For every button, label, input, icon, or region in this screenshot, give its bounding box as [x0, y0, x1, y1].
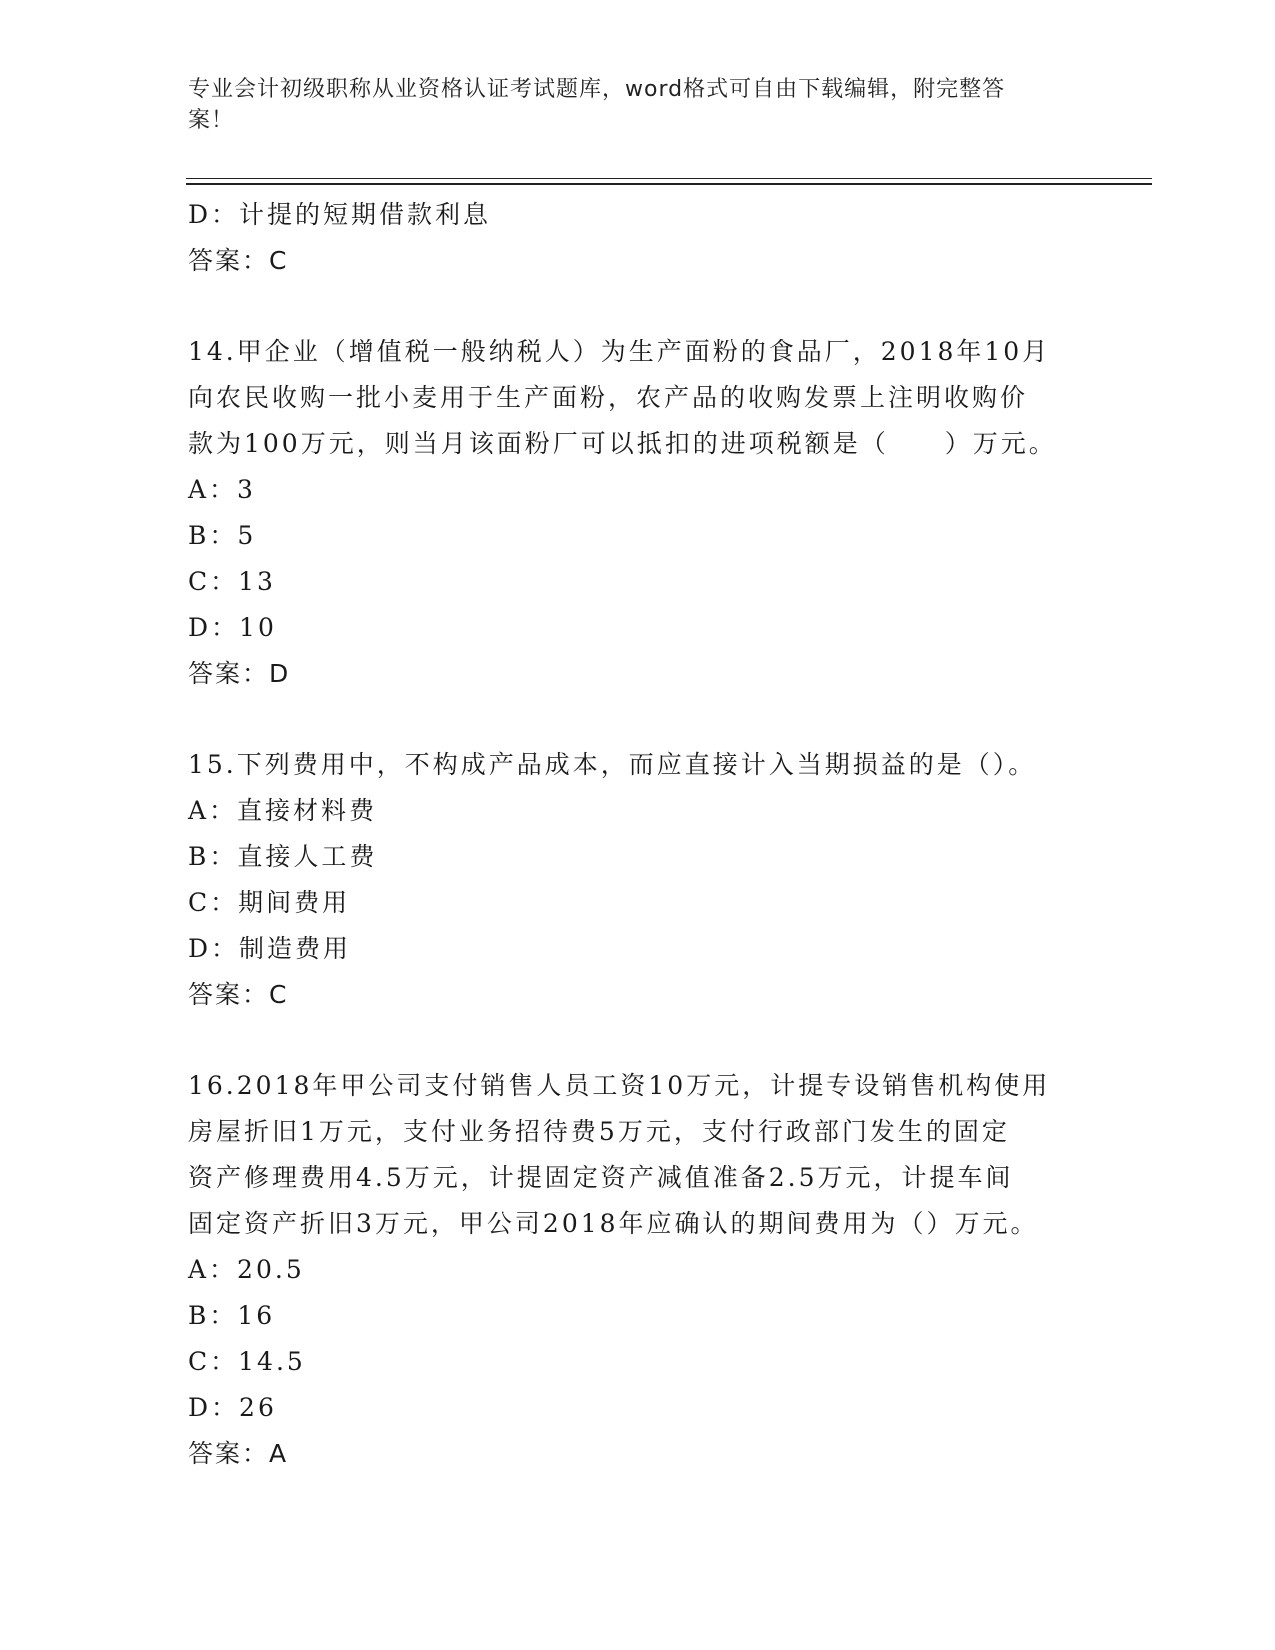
- question-14-text-2: 向农民收购一批小麦用于生产面粉，农产品的收购发票上注明收购价: [188, 383, 1029, 412]
- question-16-text-4: 固定资产折旧3万元，甲公司2018年应确认的期间费用为（）万元。: [188, 1209, 1039, 1238]
- question-list: [188, 192, 1088, 1477]
- question-14-text-3: 款为100万元，则当月该面粉厂可以抵扣的进项税额是（ ）万元。: [188, 429, 1057, 458]
- question-14-answer: 答案：D: [188, 659, 291, 688]
- question-16: [188, 1063, 1088, 1477]
- header-line-1: 专业会计初级职称从业资格认证考试题库，word格式可自由下载编辑，附完整答: [188, 77, 1006, 102]
- header-line-2: 案！: [188, 108, 235, 133]
- question-16-option-a: A：20.5: [188, 1255, 305, 1284]
- question-14-option-d: D：10: [188, 613, 277, 642]
- question-16-text-1: 16.2018年甲公司支付销售人员工资10万元，计提专设销售机构使用: [188, 1071, 1051, 1100]
- question-15-option-c: C：期间费用: [188, 888, 351, 917]
- question-16-text-2: 房屋折旧1万元，支付业务招待费5万元，支付行政部门发生的固定: [188, 1117, 1010, 1146]
- header-divider-thin: [186, 178, 1152, 179]
- question-14-option-a: A：3: [188, 475, 256, 504]
- question-15-option-a: A：直接材料费: [188, 796, 378, 825]
- prev-answer: 答案：C: [188, 246, 289, 275]
- question-16-option-b: B：16: [188, 1301, 276, 1330]
- question-14-option-c: C：13: [188, 567, 276, 596]
- prev-option-d: D：计提的短期借款利息: [188, 200, 492, 229]
- question-15-option-b: B：直接人工费: [188, 842, 378, 871]
- question-16-answer: 答案：A: [188, 1439, 289, 1468]
- question-14: [188, 329, 1088, 697]
- question-14-option-b: B：5: [188, 521, 257, 550]
- question-16-option-c: C：14.5: [188, 1347, 306, 1376]
- question-14-text-1: 14.甲企业（增值税一般纳税人）为生产面粉的食品厂，2018年10月: [188, 337, 1051, 366]
- question-15-answer: 答案：C: [188, 980, 289, 1009]
- question-15-option-d: D：制造费用: [188, 934, 352, 963]
- question-16-text-3: 资产修理费用4.5万元，计提固定资产减值准备2.5万元，计提车间: [188, 1163, 1014, 1192]
- header-divider-thick: [186, 183, 1152, 185]
- question-16-option-d: D：26: [188, 1393, 277, 1422]
- question-15: [188, 742, 1088, 1018]
- question-15-text-1: 15.下列费用中，不构成产品成本，而应直接计入当期损益的是（）。: [188, 750, 1037, 779]
- document-header: [188, 74, 1068, 136]
